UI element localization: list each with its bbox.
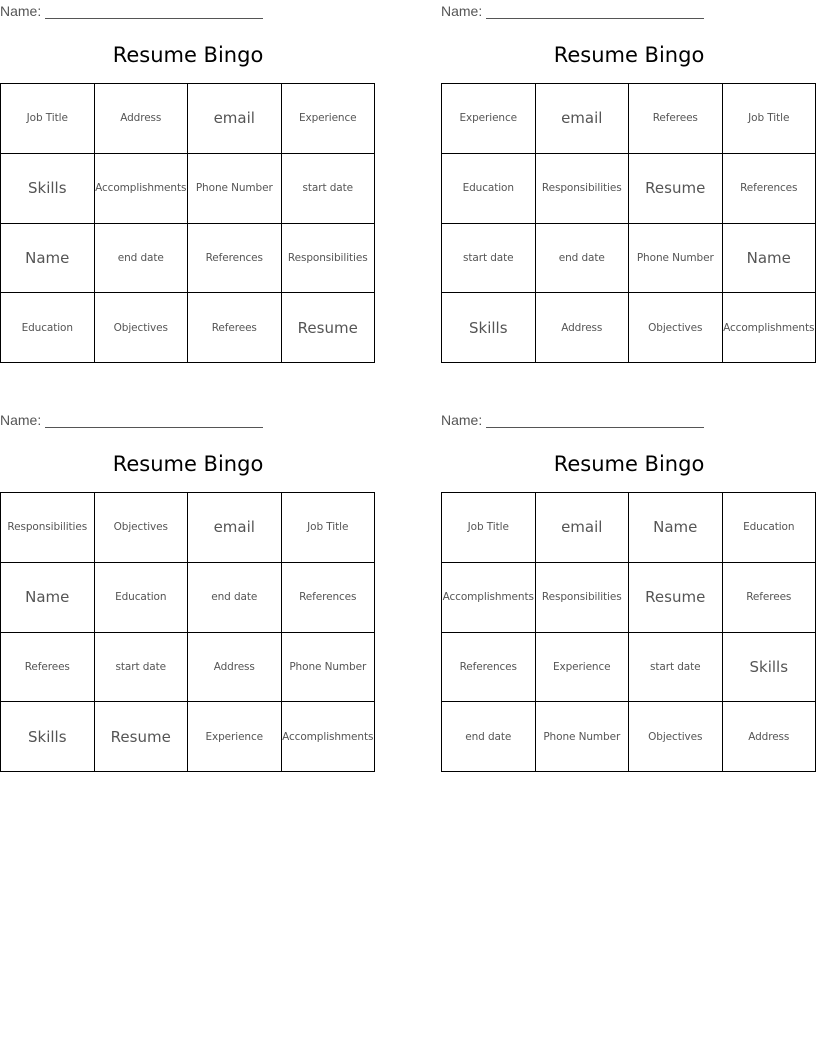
bingo-cell: Experience — [188, 702, 282, 772]
bingo-cell: Resume — [629, 154, 723, 224]
bingo-cell: Skills — [442, 293, 536, 363]
bingo-cell: Education — [1, 293, 95, 363]
bingo-cell: Responsibilities — [282, 224, 376, 294]
bingo-cell: email — [536, 84, 630, 154]
bingo-cell: Job Title — [1, 84, 95, 154]
bingo-cell: Accomplishments — [95, 154, 189, 224]
bingo-cell: end date — [442, 702, 536, 772]
bingo-cell: Skills — [1, 702, 95, 772]
name-field[interactable] — [0, 412, 263, 428]
bingo-cell: Skills — [723, 633, 816, 703]
bingo-grid — [441, 492, 816, 772]
bingo-cell: References — [723, 154, 816, 224]
card-title: Resume Bingo — [112, 452, 264, 476]
bingo-cell: Phone Number — [282, 633, 376, 703]
bingo-cell: Referees — [629, 84, 723, 154]
bingo-cell: Name — [1, 563, 95, 633]
bingo-cell: Experience — [282, 84, 376, 154]
name-blank-line[interactable] — [45, 413, 263, 428]
bingo-cell: start date — [95, 633, 189, 703]
bingo-grid — [0, 83, 375, 363]
bingo-cell: Education — [723, 493, 816, 563]
bingo-cell: Objectives — [95, 493, 189, 563]
bingo-cell: email — [188, 84, 282, 154]
bingo-cell: Name — [1, 224, 95, 294]
bingo-cell: end date — [188, 563, 282, 633]
name-label: Name: — [0, 3, 42, 19]
name-blank-line[interactable] — [486, 4, 704, 19]
bingo-cell: start date — [282, 154, 376, 224]
name-blank-line[interactable] — [45, 4, 263, 19]
bingo-cell: start date — [629, 633, 723, 703]
bingo-cell: References — [282, 563, 376, 633]
bingo-cell: Education — [95, 563, 189, 633]
bingo-cell: Accomplishments — [282, 702, 376, 772]
name-field[interactable] — [441, 412, 704, 428]
bingo-cell: References — [188, 224, 282, 294]
bingo-cell: Phone Number — [188, 154, 282, 224]
bingo-cell: Objectives — [629, 293, 723, 363]
bingo-cell: Address — [723, 702, 816, 772]
bingo-cell: Referees — [1, 633, 95, 703]
name-label: Name: — [441, 3, 483, 19]
name-field[interactable] — [0, 3, 263, 19]
bingo-cell: Objectives — [629, 702, 723, 772]
bingo-cell: Responsibilities — [536, 563, 630, 633]
name-field[interactable] — [441, 3, 704, 19]
bingo-card — [441, 0, 816, 364]
bingo-cell: Referees — [188, 293, 282, 363]
bingo-cell: Address — [188, 633, 282, 703]
bingo-cell: Address — [95, 84, 189, 154]
bingo-cell: Job Title — [282, 493, 376, 563]
bingo-card — [0, 409, 376, 773]
bingo-grid — [441, 83, 816, 363]
bingo-cell: Job Title — [442, 493, 536, 563]
bingo-grid — [0, 492, 375, 772]
bingo-cell: Accomplishments — [723, 293, 816, 363]
card-title: Resume Bingo — [553, 43, 705, 67]
name-blank-line[interactable] — [486, 413, 704, 428]
bingo-cell: Experience — [536, 633, 630, 703]
bingo-card — [441, 409, 816, 773]
name-label: Name: — [0, 412, 42, 428]
card-title: Resume Bingo — [553, 452, 705, 476]
bingo-cell: Name — [629, 493, 723, 563]
bingo-cell: Referees — [723, 563, 816, 633]
bingo-cell: Accomplishments — [442, 563, 536, 633]
bingo-cell: Resume — [282, 293, 376, 363]
bingo-cell: Phone Number — [629, 224, 723, 294]
bingo-cell: Name — [723, 224, 816, 294]
bingo-cell: Address — [536, 293, 630, 363]
bingo-cell: Job Title — [723, 84, 816, 154]
bingo-cell: end date — [536, 224, 630, 294]
bingo-cell: Objectives — [95, 293, 189, 363]
bingo-cell: References — [442, 633, 536, 703]
bingo-cell: end date — [95, 224, 189, 294]
name-label: Name: — [441, 412, 483, 428]
bingo-cell: email — [188, 493, 282, 563]
bingo-cell: Phone Number — [536, 702, 630, 772]
bingo-cell: Resume — [629, 563, 723, 633]
card-title: Resume Bingo — [112, 43, 264, 67]
bingo-cell: Responsibilities — [1, 493, 95, 563]
bingo-cell: Skills — [1, 154, 95, 224]
bingo-cell: Experience — [442, 84, 536, 154]
bingo-card — [0, 0, 376, 364]
bingo-cell: Resume — [95, 702, 189, 772]
bingo-cell: Responsibilities — [536, 154, 630, 224]
bingo-cell: start date — [442, 224, 536, 294]
bingo-cell: email — [536, 493, 630, 563]
bingo-cell: Education — [442, 154, 536, 224]
